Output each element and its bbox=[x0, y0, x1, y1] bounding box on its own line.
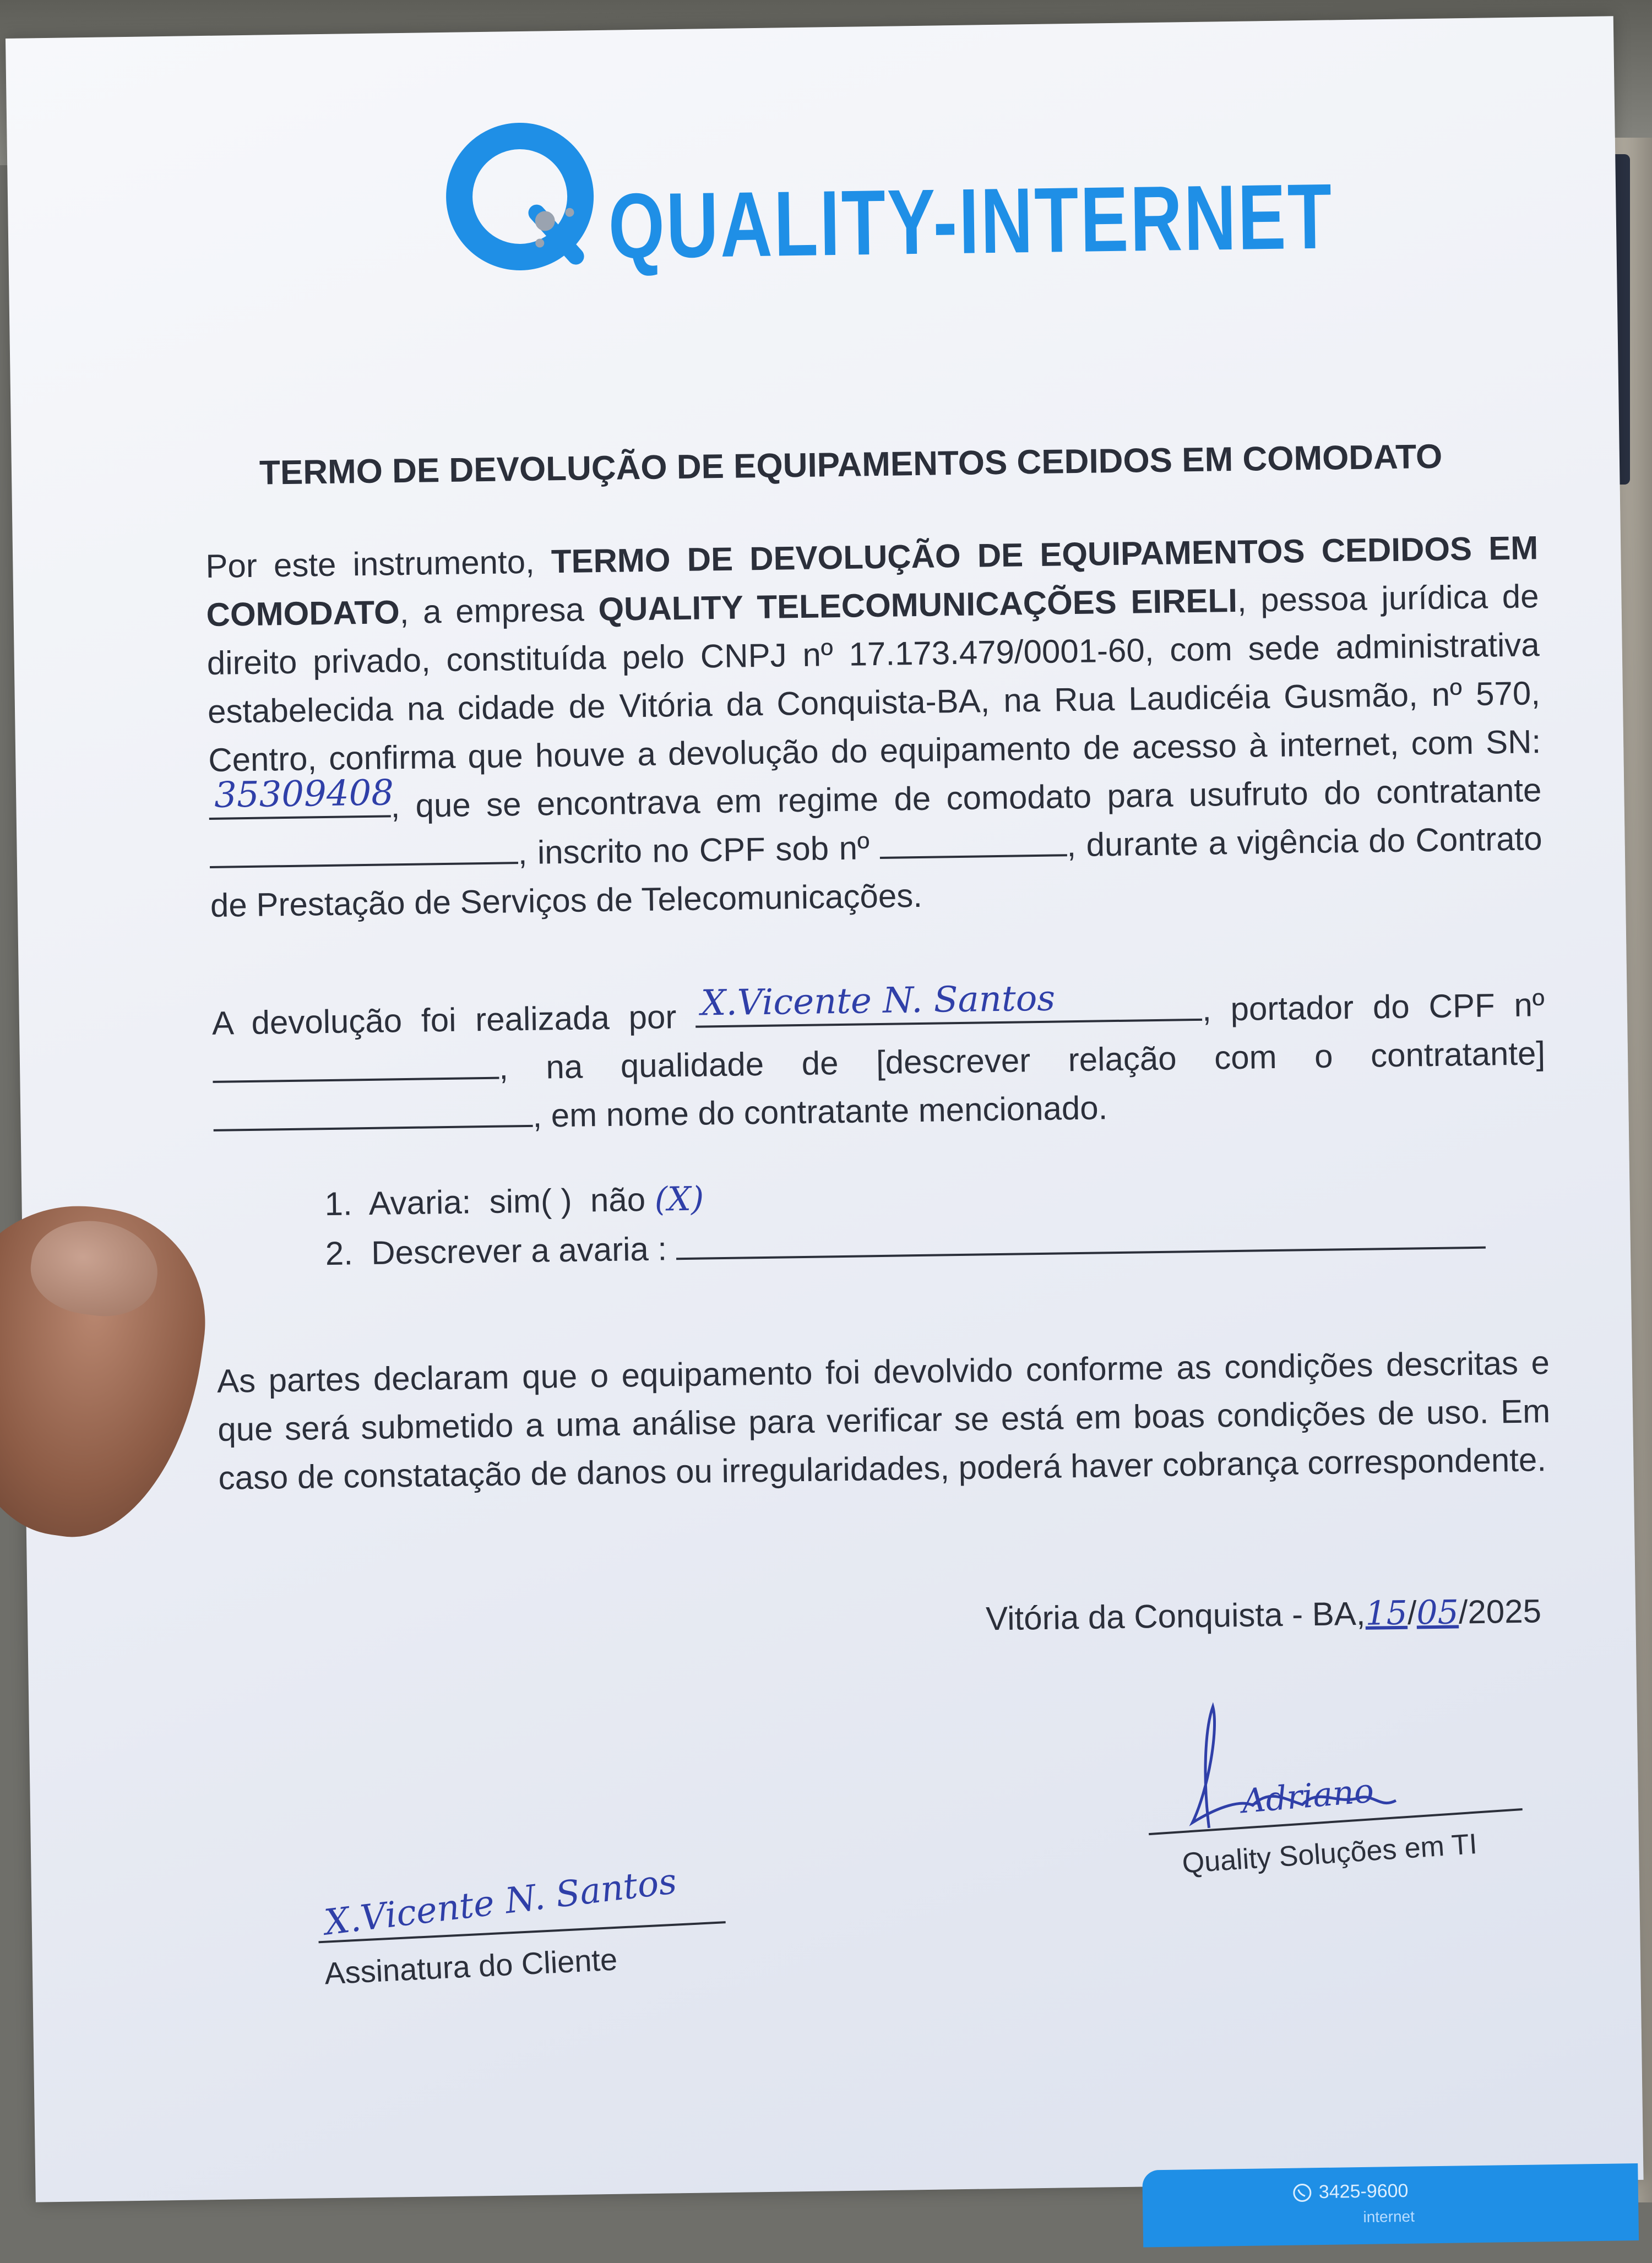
text-segment: , inscrito no CPF sob nº bbox=[518, 829, 880, 872]
text-segment: , durante a vigência do Contrato de Prestação de Serviços de Telecomunicações. bbox=[210, 820, 1543, 924]
relationship-field[interactable] bbox=[213, 1097, 533, 1132]
serial-number-handwritten: 35309408 bbox=[214, 773, 394, 816]
date-year: /2025 bbox=[1458, 1592, 1542, 1631]
text-segment: , portador do CPF nº bbox=[1202, 986, 1545, 1028]
bold-segment: TERMO DE DEVOLUÇÃO DE EQUIPAMENTOS CEDIDOS EM COMODATO bbox=[206, 529, 1539, 634]
company-name: QUALITY TELECOMUNICAÇÕES EIRELI bbox=[598, 581, 1238, 628]
list-number: 2. bbox=[325, 1234, 354, 1272]
footer-phone: 3425-9600 bbox=[1318, 2180, 1409, 2203]
text-segment: , em nome do contratante mencionado. bbox=[532, 1089, 1108, 1134]
contractor-cpf-field[interactable] bbox=[879, 826, 1067, 859]
footer-site: internet bbox=[1363, 2207, 1415, 2226]
document-sheet bbox=[6, 16, 1644, 2226]
returner-name-handwritten: X.Vicente N. Santos bbox=[700, 978, 1056, 1024]
returner-name-field[interactable] bbox=[695, 978, 1203, 1028]
text-segment: A devolução foi realizada por bbox=[211, 998, 696, 1042]
text-segment: , que se encontrava em regime de comodato para usufruto do contratante bbox=[390, 771, 1542, 825]
client-signature-handwritten: X.Vicente N. Santos bbox=[322, 1861, 679, 1944]
damage-yes-option[interactable]: sim( ) bbox=[489, 1182, 573, 1220]
text-segment: , pessoa jurídica de direito privado, constituída pelo CNPJ nº 17.173.479/0001-60, com sede administrativa estabelecida na cidade de Vitória da Conquista-BA, na Rua Laudicéia Gusmão, nº 570, Centro, confirma que houve a devolução do equipamento de acesso à internet, com SN: bbox=[206, 578, 1541, 779]
describe-damage-label: Descrever a avaria : bbox=[371, 1230, 667, 1271]
q-logo-icon bbox=[442, 113, 609, 280]
place-text: Vitória da Conquista - BA, bbox=[985, 1595, 1366, 1638]
thumb-nail bbox=[25, 1213, 164, 1323]
date-day-handwritten: 15 bbox=[1365, 1593, 1408, 1633]
text-segment: , na qualidade de [descrever relação com o contratante] bbox=[498, 1035, 1546, 1086]
company-logo bbox=[442, 104, 1334, 280]
company-signature-label: Quality Soluções em TI bbox=[1181, 1828, 1479, 1880]
brand-name: QUALITY-INTERNET bbox=[607, 164, 1334, 278]
date-separator: / bbox=[1407, 1594, 1417, 1631]
company-signature-handwritten: Adriano bbox=[1240, 1771, 1376, 1821]
damage-list bbox=[324, 1169, 1486, 1284]
paragraph-declaration bbox=[205, 524, 1544, 930]
paragraph-return bbox=[211, 978, 1546, 1145]
client-signature-block bbox=[312, 1845, 754, 2016]
text-segment: , a empresa bbox=[399, 591, 599, 631]
text-segment: Por este instrumento, bbox=[205, 543, 552, 585]
whatsapp-icon bbox=[1291, 2182, 1314, 2204]
serial-number-field[interactable] bbox=[209, 773, 394, 820]
document-title: TERMO DE DEVOLUÇÃO DE EQUIPAMENTOS CEDIDOS EM COMODATO bbox=[259, 437, 1443, 492]
footer-band bbox=[1142, 2163, 1639, 2248]
contractor-name-field[interactable] bbox=[209, 834, 518, 868]
damage-no-checkmark[interactable]: (X) bbox=[654, 1179, 704, 1219]
list-number: 1. bbox=[324, 1185, 353, 1223]
damage-label: Avaria: bbox=[368, 1183, 471, 1222]
date-month-handwritten: 05 bbox=[1416, 1593, 1459, 1633]
company-signature-block bbox=[1146, 1691, 1535, 1879]
company-signature bbox=[1158, 1692, 1490, 1840]
damage-no-label: não bbox=[590, 1181, 646, 1219]
returner-cpf-field[interactable] bbox=[213, 1049, 499, 1083]
paragraph-terms: As partes declaram que o equipamento foi devolvido conforme as condições descritas e que será submetido a uma análise para verificar se está em boas condições de uso. Em caso de constatação de danos ou irregularidades, poderá haver cobrança correspondente. bbox=[216, 1344, 1551, 1497]
place-and-date bbox=[986, 1592, 1542, 1638]
client-signature-label: Assinatura do Cliente bbox=[323, 1941, 618, 1991]
